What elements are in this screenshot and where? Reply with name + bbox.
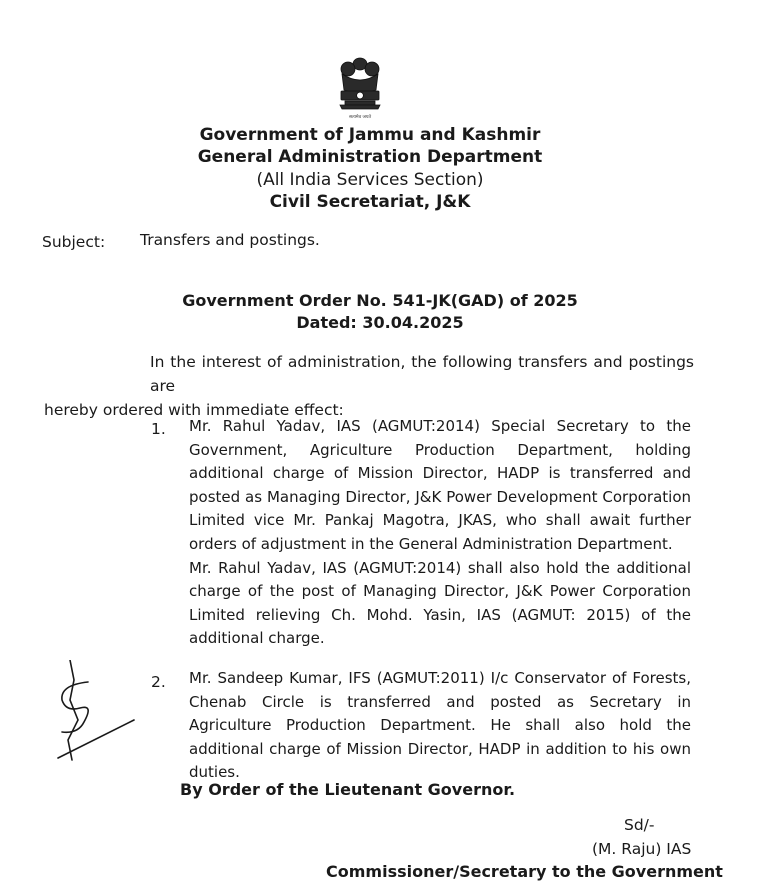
intro-line-2: hereby ordered with immediate effect:	[44, 401, 344, 419]
item-2-paragraph-1: Mr. Sandeep Kumar, IFS (AGMUT:2011) I/c Conservator of Forests, Chenab Circle is transferred and posted as Secretary in Agriculture Production Department. He shall also hold the additional charge of Mission Director, HADP in addition to his own duties.	[189, 669, 691, 782]
item-2-number: 2.	[151, 673, 166, 691]
header-section: (All India Services Section)	[256, 170, 484, 190]
item-1-text	[189, 415, 691, 651]
by-order-line: By Order of the Lieutenant Governor.	[180, 780, 516, 799]
emblem-motto: सत्यमेव जयते	[348, 115, 372, 120]
signer-designation: Commissioner/Secretary to the Government	[326, 862, 723, 881]
item-1-paragraph-2: Mr. Rahul Yadav, IAS (AGMUT:2014) shall also hold the additional charge of the post of Managing Director, J&K Power Corporation Limited relieving Ch. Mohd. Yasin, IAS (AGMUT: 2015) of the additional charge.	[189, 558, 691, 648]
item-2-text	[189, 667, 691, 785]
order-number: Government Order No. 541-JK(GAD) of 2025	[182, 291, 578, 310]
sd-mark: Sd/-	[624, 816, 655, 834]
item-1-number: 1.	[151, 420, 166, 438]
header-secretariat: Civil Secretariat, J&K	[269, 192, 471, 212]
order-date: Dated: 30.04.2025	[296, 313, 464, 332]
subject-text: Transfers and postings.	[140, 231, 320, 249]
intro-paragraph	[44, 350, 694, 422]
subject-label: Subject:	[42, 233, 106, 251]
header-department: General Administration Department	[197, 147, 543, 167]
signer-name: (M. Raju) IAS	[592, 840, 692, 858]
intro-line-1: In the interest of administration, the following transfers and postings are	[150, 353, 694, 395]
national-emblem-icon	[332, 56, 388, 122]
header-government: Government of Jammu and Kashmir	[199, 125, 541, 145]
handwritten-signature-icon	[50, 660, 140, 770]
item-1-paragraph-1: Mr. Rahul Yadav, IAS (AGMUT:2014) Special Secretary to the Government, Agriculture Production Department, holding additional charge of Mission Director, HADP is transferred and posted as Managing Director, J&K Power Development Corporation Limited vice Mr. Pankaj Magotra, JKAS, who shall await further orders of adjustment in the General Administration Department.	[189, 417, 691, 553]
